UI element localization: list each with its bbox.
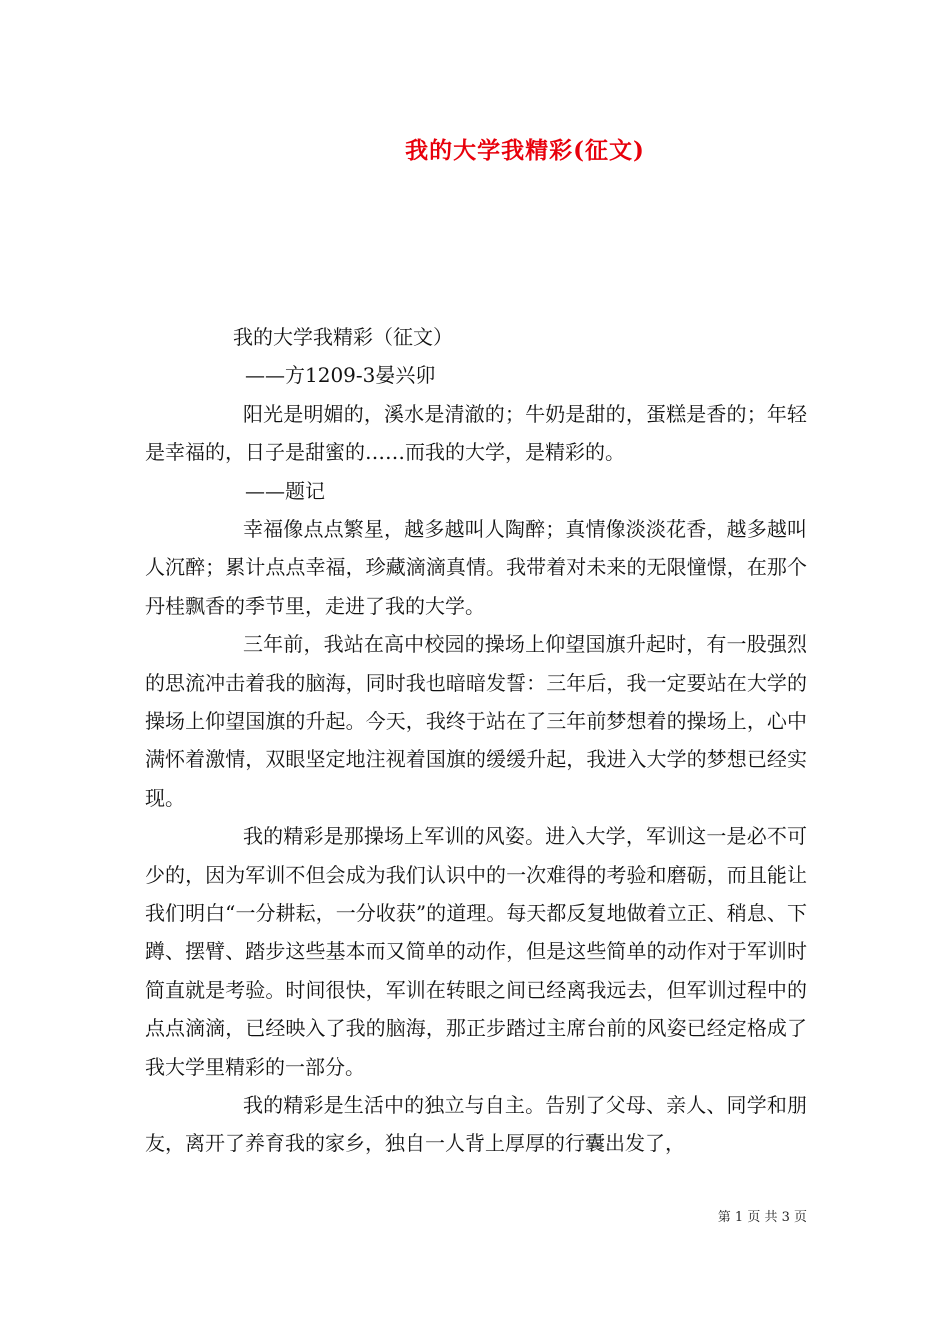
page-title: 我的大学我精彩(征文) [405,137,645,164]
paragraph-4: 我的精彩是生活中的独立与自主。告别了父母、亲人、同学和朋友，离开了养育我的家乡，独自一人背上厚厚的行囊出发了， [145,1093,807,1156]
paragraph-1: 幸福像点点繁星，越多越叫人陶醉；真情像淡淡花香，越多越叫人沉醉；累计点点幸福，珍藏滴滴真情。我带着对未来的无限憧憬，在那个丹桂飘香的季节里，走进了我的大学。 [145,516,807,618]
epigraph-attribution: ——题记 [245,478,325,503]
document-body [145,318,807,1163]
author-line: ——方1209-3晏兴卯 [245,363,436,388]
paragraph-3: 我的精彩是那操场上军训的风姿。进入大学，军训这一是必不可少的，因为军训不但会成为我们认识中的一次难得的考验和磨砺，而且能让我们明白“一分耕耘，一分收获”的道理。每天都反复地做着立正、稍息、下蹲、摆臂、踏步这些基本而又简单的动作，但是这些简单的动作对于军训时简直就是考验。时间很快，军训在转眼之间已经离我远去，但军训过程中的点点滴滴，已经映入了我的脑海，那正步踏过主席台前的风姿已经定格成了我大学里精彩的一部分。 [145,824,807,1079]
paragraph-2: 三年前，我站在高中校园的操场上仰望国旗升起时，有一股强烈的思流冲击着我的脑海，同时我也暗暗发誓：三年后，我一定要站在大学的操场上仰望国旗的升起。今天，我终于站在了三年前梦想着的操场上，心中满怀着激情，双眼坚定地注视着国旗的缓缓升起，我进入大学的梦想已经实现。 [145,632,807,810]
epigraph: 阳光是明媚的，溪水是清澈的；牛奶是甜的，蛋糕是香的；年轻是幸福的，日子是甜蜜的……而我的大学，是精彩的。 [145,401,807,465]
page-number-footer: 第 1 页 共 3 页 [717,1210,807,1225]
document-subtitle: 我的大学我精彩（征文） [233,325,453,349]
